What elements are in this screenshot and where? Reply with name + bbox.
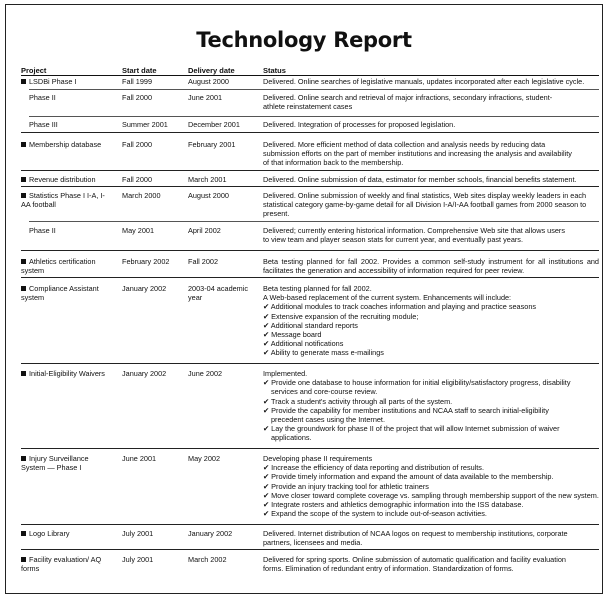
bullet-icon [21, 286, 26, 291]
delivery-date: August 2000 [188, 77, 229, 86]
bullet-icon [21, 177, 26, 182]
status-text: Beta testing planned for fall 2002. Provides a common self-study instrument for all institutions and facilitates the generation and accessibility of information required for peer review. [263, 257, 599, 276]
delivery-date: June 2001 [188, 93, 223, 102]
row-divider [29, 221, 599, 222]
delivery-date: March 2002 [188, 555, 227, 564]
table-row [21, 284, 599, 364]
checklist-text: Extensive expansion of the recruiting module; [271, 311, 419, 321]
table-row [21, 191, 599, 221]
start-date: Fall 2000 [122, 175, 153, 184]
checklist-item: ✔ Additional modules to track coaches information and playing and practice seasons [263, 302, 537, 312]
status-line: A Web-based replacement of the current system. Enhancements will include: [263, 293, 512, 303]
project-name: Athletics certification system [21, 257, 96, 276]
row-divider [21, 132, 599, 133]
checklist-text: Additional notifications [270, 339, 344, 349]
table-row [21, 226, 599, 246]
checklist-item: ✔ Integrate rosters and athletics demographic information into the ISS database. [263, 500, 524, 510]
checklist-text: Lay the groundwork for phase II of the project that will allow Internet submission of waiver applications. [271, 424, 560, 443]
project-name: Facility evaluation/ AQ forms [21, 555, 102, 574]
checklist-text: Additional standard reports [270, 320, 358, 330]
row-divider [21, 448, 599, 449]
status-text: Delivered; currently entering historical information. Comprehensive Web site that allows users to view team and player season stats for current year, and eventually past years. [263, 226, 566, 245]
status-text: Delivered. Online search and retrieval of major infractions, secondary infractions, student-athlete reinstatement cases [263, 93, 553, 112]
project-name: Phase II [29, 226, 56, 235]
table-row [21, 454, 599, 524]
checklist-text: Move closer toward complete coverage vs. sampling through membership support of the new system. [271, 490, 599, 500]
start-date: February 2002 [122, 257, 170, 266]
project-cell [21, 257, 115, 275]
start-date: Fall 2000 [122, 93, 153, 102]
checklist-text: Message board [271, 330, 322, 340]
project-cell [21, 555, 111, 573]
header-project: Project [21, 66, 47, 75]
status-text: Delivered. Online submission of weekly and final statistics, Web sites display weekly leaders in each statistical category game-by-game detail for all Division I-A/I-AA football games from 2000 season to present. [263, 191, 587, 219]
project-name: Revenue distribution [29, 175, 96, 184]
delivery-date: June 2002 [188, 369, 223, 378]
checklist-item: ✔ Track a student's activity through all parts of the system. [263, 396, 453, 406]
start-date: May 2001 [122, 226, 155, 235]
checklist-text: Additional modules to track coaches information and playing and practice seasons [270, 302, 537, 312]
checklist-item: ✔ Message board [263, 330, 322, 340]
status-text: Delivered. Online submission of data, estimator for member schools, financial benefits statement. [263, 175, 577, 184]
status-block [263, 369, 583, 443]
start-date: March 2000 [122, 191, 161, 200]
project-cell [21, 529, 115, 538]
bullet-icon [21, 371, 26, 376]
header-delivery-date: Delivery date [188, 66, 235, 75]
row-divider [21, 186, 599, 187]
checklist-item: ✔ Provide an injury tracking tool for athletic trainers [263, 481, 429, 491]
checklist-item: ✔ Extensive expansion of the recruiting module; [263, 311, 419, 321]
status-text: Delivered for spring sports. Online submission of automatic qualification and facility evaluation forms. Elimination of redundant entry of information. Standardization of forms. [263, 555, 566, 574]
table-row [21, 93, 599, 115]
row-divider [21, 524, 599, 525]
row-divider [21, 363, 599, 364]
project-name: Logo Library [29, 529, 70, 538]
delivery-date: May 2002 [188, 454, 221, 463]
project-cell [21, 77, 115, 86]
start-date: Fall 2000 [122, 140, 153, 149]
project-cell [21, 454, 113, 472]
row-divider [29, 89, 599, 90]
delivery-date: February 2001 [188, 140, 236, 149]
bullet-icon [21, 531, 26, 536]
bullet-icon [21, 142, 26, 147]
table-row [21, 120, 599, 132]
bullet-icon [21, 557, 26, 562]
project-name: Membership database [29, 140, 102, 149]
status-block [263, 454, 599, 518]
project-cell [21, 284, 115, 302]
project-cell [21, 140, 115, 149]
delivery-date: March 2001 [188, 175, 227, 184]
project-name: Initial-Eligibility Waivers [29, 369, 105, 378]
row-divider [21, 170, 599, 171]
checklist-text: Track a student's activity through all parts of the system. [271, 396, 453, 406]
start-date: January 2002 [122, 369, 167, 378]
checklist-text: Provide an injury tracking tool for athletic trainers [271, 481, 429, 491]
checklist-item: ✔ Additional notifications [263, 339, 344, 349]
checklist-item: ✔ Expand the scope of the system to include out-of-season activities. [263, 509, 487, 519]
table-row [21, 140, 599, 170]
checklist-item: ✔ Additional standard reports [263, 320, 358, 330]
status-text: Delivered. More efficient method of data collection and analysis needs by reducing data submission efforts on the part of member institutions and increasing the analysis and availability of that information back to the membership. [263, 140, 572, 168]
start-date: July 2001 [122, 529, 154, 538]
start-date: Summer 2001 [122, 120, 168, 129]
delivery-date: 2003-04 academic year [188, 284, 249, 303]
checklist-item: ✔ Provide timely information and expand the amount of data available to the membership. [263, 472, 554, 482]
row-divider [21, 250, 599, 251]
status-text: Delivered. Online searches of legislative manuals, updates incorporated after each legislative cycle. [263, 77, 585, 86]
status-line: Beta testing planned for fall 2002. [263, 284, 372, 293]
status-line: Developing phase II requirements [263, 454, 373, 463]
start-date: June 2001 [122, 454, 157, 463]
table-row [21, 257, 599, 277]
checklist-text: Provide the capability for member institutions and NCAA staff to search initial-eligibility precedent cases using the Internet. [271, 405, 549, 425]
checklist-text: Provide one database to house information for initial eligibility/satisfactory progress, disability services and core-course review. [271, 378, 571, 397]
project-name: Compliance Assistant system [21, 284, 99, 303]
checklist-text: Integrate rosters and athletics demographic information into the ISS database. [271, 500, 524, 510]
status-text: Delivered. Integration of processes for proposed legislation. [263, 120, 456, 129]
status-line: Implemented. [263, 369, 308, 378]
report-page [5, 4, 603, 594]
project-name: Phase II [29, 93, 56, 102]
table-row [21, 555, 599, 575]
bullet-icon [21, 259, 26, 264]
project-cell [21, 191, 111, 209]
delivery-date: January 2002 [188, 529, 233, 538]
delivery-date: August 2000 [188, 191, 229, 200]
page-title: Technology Report [196, 28, 412, 52]
project-name: Statistics Phase I I-A, I-AA football [21, 191, 105, 210]
checklist-item: ✔ Provide the capability for member institutions and NCAA staff to search initial-eligibility precedent cases using the Internet. [263, 405, 549, 425]
start-date: January 2002 [122, 284, 167, 293]
checklist-text: Provide timely information and expand the amount of data available to the membership. [271, 472, 554, 482]
row-divider [21, 549, 599, 550]
start-date: July 2001 [122, 555, 154, 564]
delivery-date: Fall 2002 [188, 257, 219, 266]
checklist-item: ✔ Lay the groundwork for phase II of the project that will allow Internet submission of waiver applications. [263, 424, 560, 443]
status-block [263, 284, 599, 358]
checklist-text: Ability to generate mass e-mailings [270, 348, 384, 358]
table-row [21, 369, 599, 449]
checklist-text: Increase the efficiency of data reporting and distribution of results. [271, 463, 484, 473]
checklist-item: ✔ Increase the efficiency of data reporting and distribution of results. [263, 463, 484, 473]
row-divider [29, 116, 599, 117]
delivery-date: April 2002 [188, 226, 221, 235]
bullet-icon [21, 193, 26, 198]
checklist-item: ✔ Provide one database to house information for initial eligibility/satisfactory progress, disability services and core-course review. [263, 378, 571, 397]
status-text: Delivered. Internet distribution of NCAA logos on request to membership institutions, corporate partners, licensees and media. [263, 529, 568, 548]
project-cell [21, 175, 115, 184]
project-name: LSDBi Phase I [29, 77, 77, 86]
bullet-icon [21, 79, 26, 84]
header-status: Status [263, 66, 286, 75]
checklist-text: Expand the scope of the system to include out-of-season activities. [271, 509, 487, 519]
start-date: Fall 1999 [122, 77, 153, 86]
bullet-icon [21, 456, 26, 461]
checklist-item: ✔ Ability to generate mass e-mailings [263, 348, 384, 358]
project-cell [21, 369, 121, 378]
project-name: Phase III [29, 120, 58, 129]
delivery-date: December 2001 [188, 120, 240, 129]
row-divider [21, 277, 599, 278]
report-table [21, 63, 599, 574]
project-name: Injury Surveillance System — Phase I [21, 454, 89, 473]
table-header [21, 63, 599, 76]
header-start-date: Start date [122, 66, 157, 75]
table-row [21, 529, 599, 549]
checklist-item: ✔ Move closer toward complete coverage vs. sampling through membership support of the new system. [263, 490, 599, 500]
